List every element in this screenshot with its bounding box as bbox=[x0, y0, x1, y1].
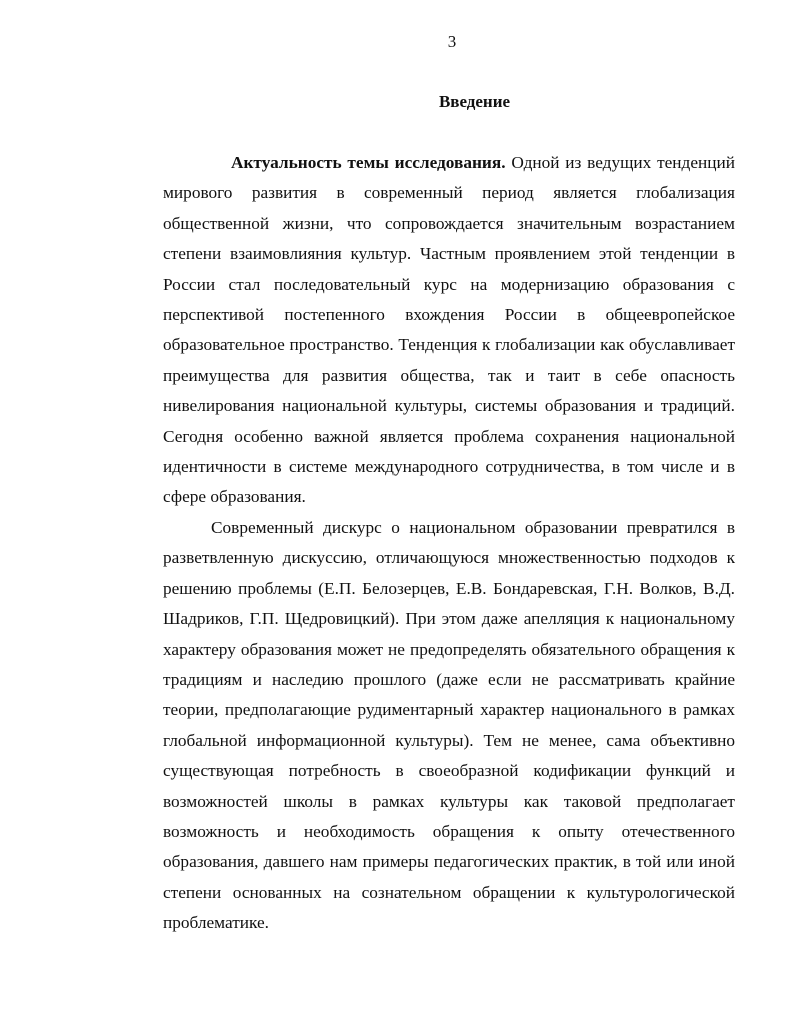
paragraph-lead: Актуальность темы исследования. bbox=[231, 153, 506, 172]
paragraph-relevance bbox=[163, 148, 735, 513]
paragraph-text: Одной из ведущих тенденций мирового развития в современный период является глобализация общественной жизни, что сопровождается значительным возрастанием степени взаимовлияния культур. Частным проявлением этой тенденции в России стал последовательный курс на модернизацию образования с перспективой постепенного вхождения России в общеевропейское образовательное пространство. Тенденция к глобализации как обуславливает преимущества для развития общества, так и таит в себе опасность нивелирования национальной культуры, системы образования и традиций. Сегодня особенно важной является проблема сохранения национальной идентичности в системе международного сотрудничества, в том числе и в сфере образования. bbox=[163, 153, 735, 507]
paragraph-discourse: Современный дискурс о национальном образовании превратился в разветвленную дискуссию, отличающуюся множественностью подходов к решению проблемы (Е.П. Белозерцев, Е.В. Бондаревская, Г.Н. Волков, В.Д. Шадриков, Г.П. Щедровицкий). При этом даже апелляция к национальному характеру образования может не предопределять обязательного обращения к традициям и наследию прошлого (даже если не рассматривать крайние теории, предполагающие рудиментарный характер национального в рамках глобальной информационной культуры). Тем не менее, сама объективно существующая потребность в своеобразной кодификации функций и возможностей школы в рамках культуры как таковой предполагает возможность и необходимость обращения к опыту отечественного образования, давшего нам примеры педагогических практик, в той или иной степени основанных на сознательном обращении к культурологической проблематике. bbox=[163, 517, 735, 933]
section-title: Введение bbox=[438, 92, 511, 111]
page-number: 3 bbox=[447, 32, 457, 51]
body-text bbox=[163, 148, 735, 939]
